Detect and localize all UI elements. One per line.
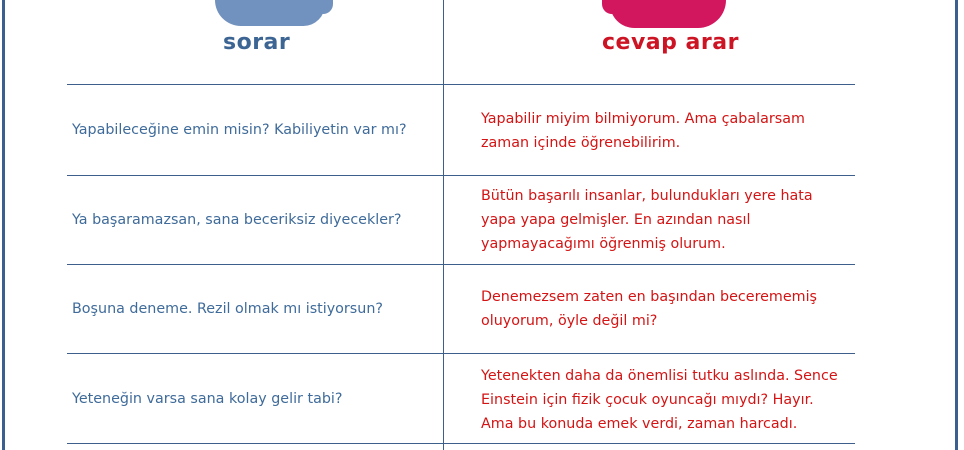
asking-head-illustration xyxy=(215,0,325,26)
question-text: Yeteneğin varsa sana kolay gelir tabi? xyxy=(72,391,343,407)
answer-line: Einstein için fizik çocuk oyuncağı mıydı? Hayır. xyxy=(481,392,814,408)
answer-line: Bütün başarılı insanlar, bulundukları yere hata xyxy=(481,188,813,204)
answering-head-illustration xyxy=(610,0,726,28)
row-divider xyxy=(67,443,855,444)
answer-line: yapmayacağımı öğrenmiş olurum. xyxy=(481,236,726,252)
question-text: Ya başaramazsan, sana beceriksiz diyecekler? xyxy=(72,212,402,228)
question-text: Boşuna deneme. Rezil olmak mı istiyorsun? xyxy=(72,301,383,317)
column-divider xyxy=(443,0,444,450)
row-divider xyxy=(67,84,855,85)
column-title-answers: cevap arar xyxy=(602,30,739,55)
row-divider xyxy=(67,264,855,265)
answer-line: oluyorum, öyle değil mi? xyxy=(481,313,658,329)
answer-line: zaman içinde öğrenebilirim. xyxy=(481,135,681,151)
answer-text xyxy=(481,364,838,436)
column-title-asks: sorar xyxy=(223,30,291,55)
answer-text xyxy=(481,107,805,155)
answer-line: Ama bu konuda emek verdi, zaman harcadı. xyxy=(481,416,798,432)
row-divider xyxy=(67,353,855,354)
answer-line: Yapabilir miyim bilmiyorum. Ama çabalarsam xyxy=(481,111,805,127)
answer-line: yapa yapa gelmişler. En azından nasıl xyxy=(481,212,751,228)
question-text: Yapabileceğine emin misin? Kabiliyetin var mı? xyxy=(72,122,407,138)
answer-line: Yetenekten daha da önemlisi tutku aslında. Sence xyxy=(481,368,838,384)
page-border-left xyxy=(2,0,5,450)
answer-line: Denemezsem zaten en başından becerememiş xyxy=(481,289,817,305)
page-border-right xyxy=(955,0,958,450)
answer-text xyxy=(481,184,813,256)
answer-text xyxy=(481,285,817,333)
row-divider xyxy=(67,175,855,176)
